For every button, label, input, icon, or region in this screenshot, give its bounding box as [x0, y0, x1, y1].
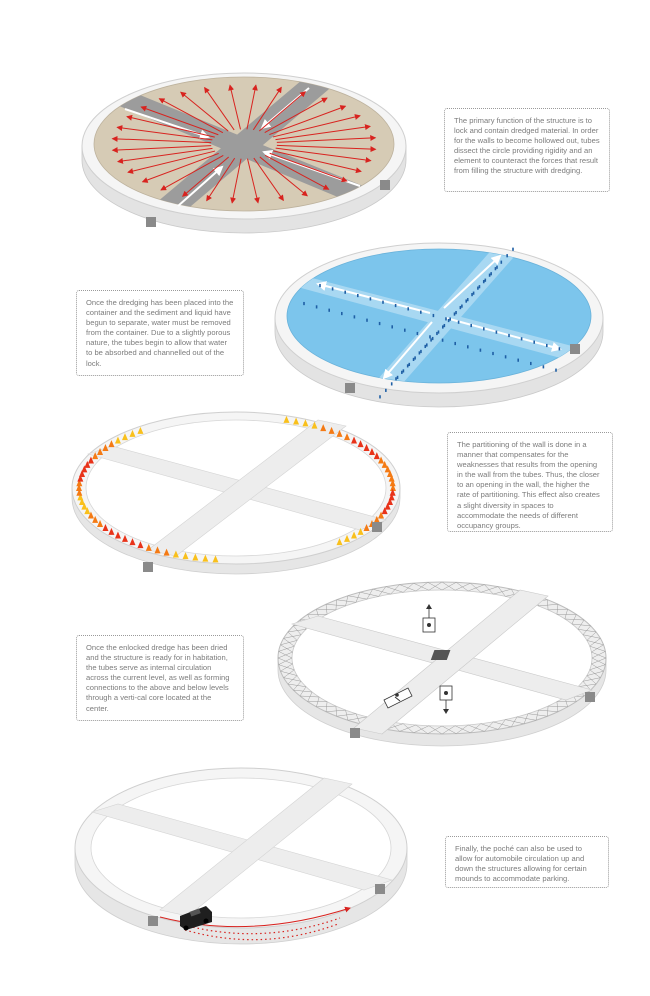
diagram-water-drain	[275, 243, 603, 407]
diagram-dredge-fill	[82, 73, 406, 233]
note-lock-function: The primary function of the structure is to lock and contain dredged material. In order for the walls to become hollowed out, tubes dissect the circle providing rigidity and an element to counteract the forces that result from filling the structure with dredging.	[444, 108, 610, 192]
note-habitation-circulation: Once the enlocked dredge has been dried and the structure is ready for in habitation, the tubes serve as internal circulation across the current level, as well as forming connections to the above and below levels through a verti-cal core located at the center.	[76, 635, 244, 721]
note-water-removal: Once the dredging has been placed into the container and the sediment and liquid have begun to separate, water must be removed from the container. Due to a slightly porous nature, the tubes begin to allow that water to be absorbed and channelled out of the lock.	[76, 290, 244, 376]
diagram-habitation	[278, 582, 606, 746]
note-wall-partitioning: The partitioning of the wall is done in a manner that compensates for the weaknesses that results from the opening in the wall from the tubes. Thus, the closer to an opening in the wall, the higher the rate of partitioning. This effect also creates a slight diversity in spaces to accommodate the needs of different occupancy groups.	[447, 432, 613, 532]
diagram-parking	[75, 768, 407, 944]
diagram-wall-partition	[72, 412, 400, 574]
note-automobile-parking: Finally, the poché can also be used to allow for automobile circulation up and down the structures allowing for certain mounds to accommodate parking.	[445, 836, 609, 888]
